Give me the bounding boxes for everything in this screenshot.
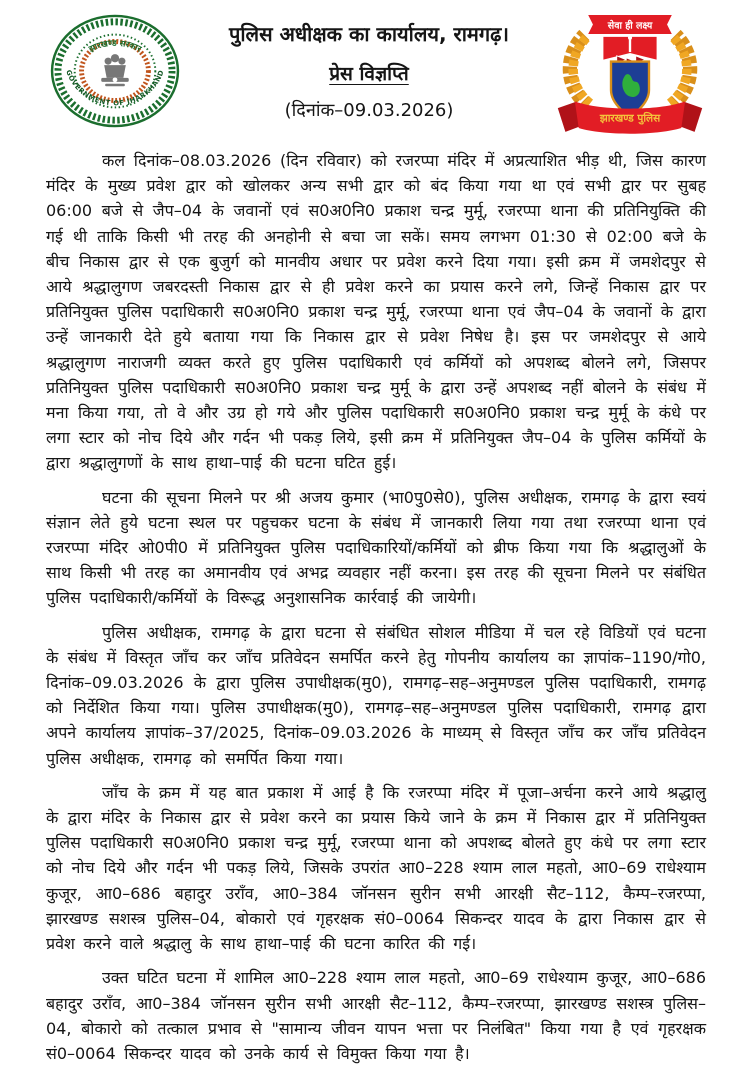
seal-bottom-text: GOVERNMENT OF JHARKHAND [64,68,166,108]
header [46,8,706,134]
jharkhand-police-emblem-icon [554,8,706,134]
paragraph: उक्त घटित घटना में शामिल आ0–228 श्याम लाल महतो, आ0–69 राधेश्याम कुजूर, आ0–686 बहादुर उराँव, आ0–384 जॉनसन सुरीन सभी आरक्षी सैट–112, कैम्प–रजरप्पा, झारखण्ड सशस्त्र पुलिस–04, बोकारो को तत्काल प्रभाव से "सामान्य जीवन यापन भत्ता पर निलंबित" किया गया है एवं गृहरक्षक सं0–0064 सिकन्दर यादव को उनके कार्य से विमुक्त किया गया है। [46,968,706,1063]
office-title: पुलिस अधीक्षक का कार्यालय, रामगढ़। [229,22,509,46]
paragraph: पुलिस अधीक्षक, रामगढ़ के द्वारा घटना से संबंधित सोशल मीडिया में चल रहे विडियों एवं घटना के संबंध में विस्तृत जाँच कर जाँच प्रतिवेदन समर्पित करने हेतु गोपनीय कार्यालय का ज्ञापांक–1190/गो0, दिनांक–09.03.2026 के द्वारा पुलिस उपाधीक्षक(मु0), रामगढ़–सह–अनुमण्डल पुलिस पदाधिकारी, रामगढ़ को निर्देशित किया गया। पुलिस उपाधीक्षक(मु0), रामगढ़–सह–अनुमण्डल पुलिस पदाधिकारी, रामगढ़ द्वारा अपने कार्यालय ज्ञापांक–37/2025, दिनांक–09.03.2026 के माध्यम् से विस्तृत जाँच कर जाँच प्रतिवेदन पुलिस अधीक्षक, रामगढ़ को समर्पित किया गया। [46,622,706,768]
seal-top-text: झारखण्ड सरकार [87,37,144,54]
motto-text: सेवा ही लक्ष्य [607,20,653,32]
press-release-body [46,148,706,1066]
doc-type-title: प्रेस विज्ञप्ति [329,63,409,85]
motto-banner [588,15,672,34]
paragraph: घटना की सूचना मिलने पर श्री अजय कुमार (भा0पु0से0), पुलिस अधीक्षक, रामगढ़ के द्वारा स्वयं संज्ञान लेते हुये घटना स्थल पर पहुचकर घटना के संबंध में जानकारी लिया गया तथा रजरप्पा थाना एवं रजरप्पा मंदिर ओ0पी0 में प्रतिनियुक्त पुलिस पदाधिकारियों/कर्मियों को ब्रीफ किया गया कि श्रद्धालुओं के साथ किसी भी तरह का अमानवीय एवं अभद्र व्यवहार नहीं करना। इस तरह की सूचना मिलने पर संबंधित पुलिस पदाधिकारी/कर्मियों के विरूद्ध अनुशासनिक कार्रवाई की जायेगी। [46,487,706,608]
date-line: (दिनांक–09.03.2026) [284,100,454,121]
flag-and-shield-icon [603,36,656,117]
paragraph: कल दिनांक–08.03.2026 (दिन रविवार) को रजरप्पा मंदिर में अप्रत्याशित भीड़ थी, जिस कारण मंदिर के मुख्य प्रवेश द्वार को खोलकर अन्य सभी द्वार को बंद किया गया था एवं सभी द्वार पर सुबह 06:00 बजे से जैप–04 के जवानों एवं स0अ0नि0 प्रकाश चन्द्र मुर्मू, रजरप्पा थाना की प्रतिनियुक्ति की गई थी ताकि किसी भी तरह की अनहोनी से बचा जा सकें। समय लगभग 01:30 से 02:00 बजे के बीच निकास द्वार से एक बुजुर्ग को मानवीय अधार पर प्रवेश करने दिया गया। इसी क्रम में जमशेदपुर से आये श्रद्धालुगण जबरदस्ती निकास द्वार से ही प्रवेश करने का प्रयास करने लगे, जिन्हें निकास द्वार पर प्रतिनियुक्त पुलिस पदाधिकारी स0अ0नि0 प्रकाश चन्द्र मुर्मू, रजरप्पा थाना एवं जैप–04 के जवानों के द्वारा उन्हें जानकारी देते हुये बताया गया कि निकास द्वार से प्रवेश निषेध है। इस पर जमशेदपुर से आये श्रद्धालुगण नाराजगी व्यक्त करते हुए पुलिस पदाधिकारी एवं कर्मियों को अपशब्द बोलने लगे, जिसपर प्रतिनियुक्त पुलिस पदाधिकारी स0अ0नि0 प्रकाश चन्द्र मुर्मू के द्वारा उन्हें अपशब्द नहीं बोलने के संबंध में मना किया गया, तो वे और उग्र हो गये और पुलिस पदाधिकारी स0अ0नि0 प्रकाश चन्द्र मुर्मू के कंधे पर लगा स्टार को नोच दिये और गर्दन भी पकड़ लिये, इसी क्रम में प्रतिनियुक्त जैप–04 के पुलिस कर्मियों के द्वारा श्रद्धालुगणों के साथ हाथा–पाई की घटना घटित हुई। [46,151,706,473]
ribbon-text: झारखण्ड पुलिस [599,112,661,125]
police-emblem-svg [554,10,706,134]
paragraph: जाँच के क्रम में यह बात प्रकाश में आई है कि रजरप्पा मंदिर में पूजा–अर्चना करने आये श्रद्धालु के द्वारा मंदिर के निकास द्वार से प्रवेश करने का प्रयास किये जाने के क्रम में निकास द्वार में प्रतिनियुक्त पुलिस पदाधिकारी स0अ0नि0 प्रकाश चन्द्र मुर्मू, रजरप्पा थाना को अपशब्द बोलते हुए कंधे पर लगा स्टार को नोच दिये और गर्दन भी पकड़ लिये, जिसके उपरांत आ0–228 श्याम लाल महतो, आ0–69 राधेश्याम कुजूर, आ0–686 बहादुर उराँव, आ0–384 जॉनसन सुरीन सभी आरक्षी सैट–112, कैम्प–रजरप्पा, झारखण्ड सशस्त्र पुलिस–04, बोकारो एवं गृहरक्षक सं0–0064 सिकन्दर यादव के द्वारा निकास द्वार से प्रवेश करने वाले श्रद्धालु के साथ हाथा–पाई की घटना कारित की गई। [46,782,706,954]
government-seal-svg [46,12,184,130]
header-titles [184,8,554,122]
government-of-jharkhand-seal-icon [46,8,184,130]
